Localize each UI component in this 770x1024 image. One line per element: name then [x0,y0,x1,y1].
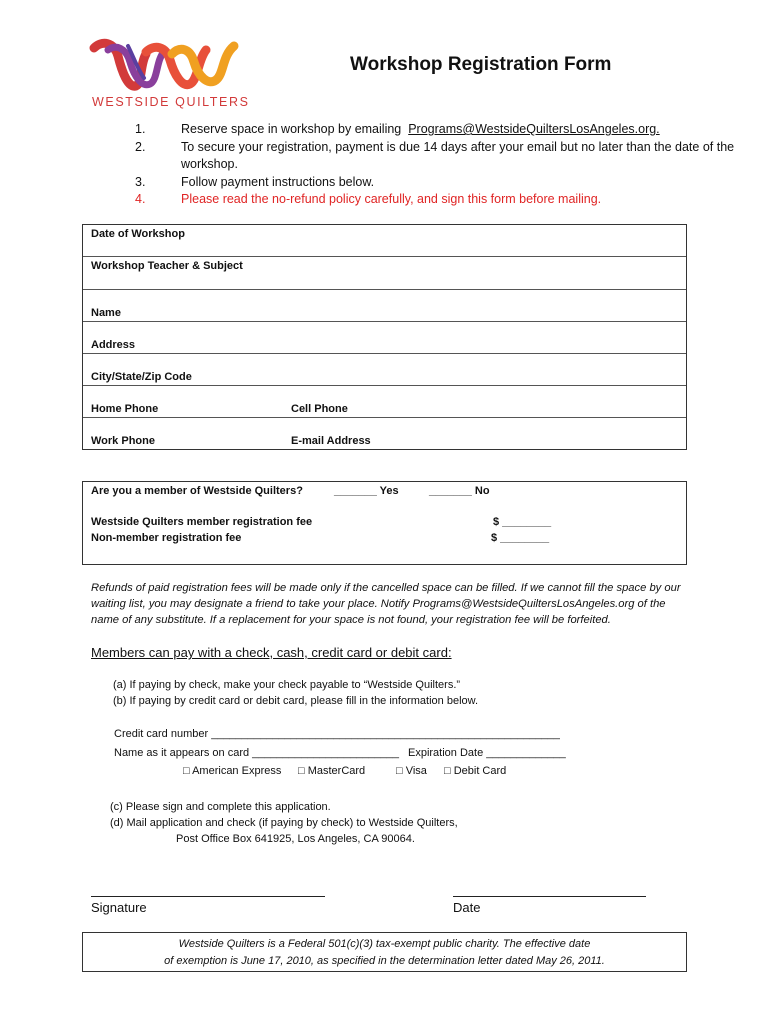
instruction-item: 3. Follow payment instructions below. [135,174,375,189]
member-fee-input[interactable]: $ ________ [493,516,552,528]
member-yes-option[interactable]: _______ Yes [334,485,399,497]
date-label: Date [453,900,481,915]
logo-wordmark: WESTSIDE QUILTERS [92,95,250,109]
date-of-workshop-field[interactable]: Date of Workshop [91,228,185,240]
tax-exempt-line-2: of exemption is June 17, 2010, as specified in the determination letter dated May 26, 2011. [164,954,605,967]
divider [83,256,686,257]
city-state-zip-field[interactable]: City/State/Zip Code [91,371,192,383]
member-fee-label: Westside Quilters member registration fee [91,516,313,528]
page-title: Workshop Registration Form [350,54,612,75]
expiration-date-field[interactable]: Expiration Date _____________ [408,747,566,759]
divider [83,289,686,290]
home-phone-field[interactable]: Home Phone [91,403,159,415]
member-question: Are you a member of Westside Quilters? [91,485,303,497]
payment-instruction-c: (c) Please sign and complete this application. [110,801,331,813]
date-line[interactable] [453,896,646,897]
programs-email-link[interactable]: Programs@WestsideQuiltersLosAngeles.org. [408,122,660,136]
address-field[interactable]: Address [91,339,136,351]
teacher-subject-field[interactable]: Workshop Teacher & Subject [91,260,243,272]
credit-card-number-field[interactable]: Credit card number _________________________________________________________ [114,728,560,740]
name-on-card-field[interactable]: Name as it appears on card ________________________ [114,747,400,759]
payment-instruction-a: (a) If paying by check, make your check payable to “Westside Quilters.” [113,679,461,691]
mailing-address: Post Office Box 641925, Los Angeles, CA 90064. [176,833,415,845]
divider [83,417,686,418]
name-field[interactable]: Name [91,307,121,319]
cell-phone-field[interactable]: Cell Phone [291,403,348,415]
registrant-info-box [82,224,687,450]
tax-exempt-notice-box [82,932,687,972]
signature-line[interactable] [91,896,325,897]
email-address-field[interactable]: E-mail Address [291,435,371,447]
nonmember-fee-input[interactable]: $ ________ [491,532,550,544]
debit-card-checkbox[interactable]: □ Debit Card [444,765,507,777]
divider [83,321,686,322]
instructions-list [135,121,741,209]
nonmember-fee-label: Non-member registration fee [91,532,242,544]
refund-policy-text: Refunds of paid registration fees will be made only if the cancelled space can be filled. If we cannot fill the space by our waiting list, you may designate a friend to take your place. Notify Programs@WestsideQuiltersLosAngeles.org of the name of any substitute. If a replacement for your space is not found, your registration fee will be forfeited. [91,582,681,626]
divider [83,385,686,386]
instruction-item-refund-warning: 4. Please read the no-refund policy carefully, and sign this form before mailing. [135,192,602,206]
american-express-checkbox[interactable]: □ American Express [183,765,282,777]
instruction-item: 2. To secure your registration, payment is due 14 days after your email but no later than the date of the workshop. [135,139,735,171]
divider [83,353,686,354]
mastercard-checkbox[interactable]: □ MasterCard [298,765,366,777]
work-phone-field[interactable]: Work Phone [91,435,155,447]
tax-exempt-line-1: Westside Quilters is a Federal 501(c)(3) tax-exempt public charity. The effective date [178,938,591,950]
membership-fee-box [82,481,687,565]
payment-instruction-d: (d) Mail application and check (if paying by check) to Westside Quilters, [110,817,458,829]
visa-checkbox[interactable]: □ Visa [396,765,427,777]
instruction-item: 1. Reserve space in workshop by emailing Programs@WestsideQuiltersLosAngeles.org. [135,122,660,136]
member-no-option[interactable]: _______ No [429,485,490,497]
signature-label: Signature [91,900,147,915]
payment-heading: Members can pay with a check, cash, credit card or debit card: [91,645,452,660]
payment-instruction-b: (b) If paying by credit card or debit card, please fill in the information below. [113,695,479,707]
